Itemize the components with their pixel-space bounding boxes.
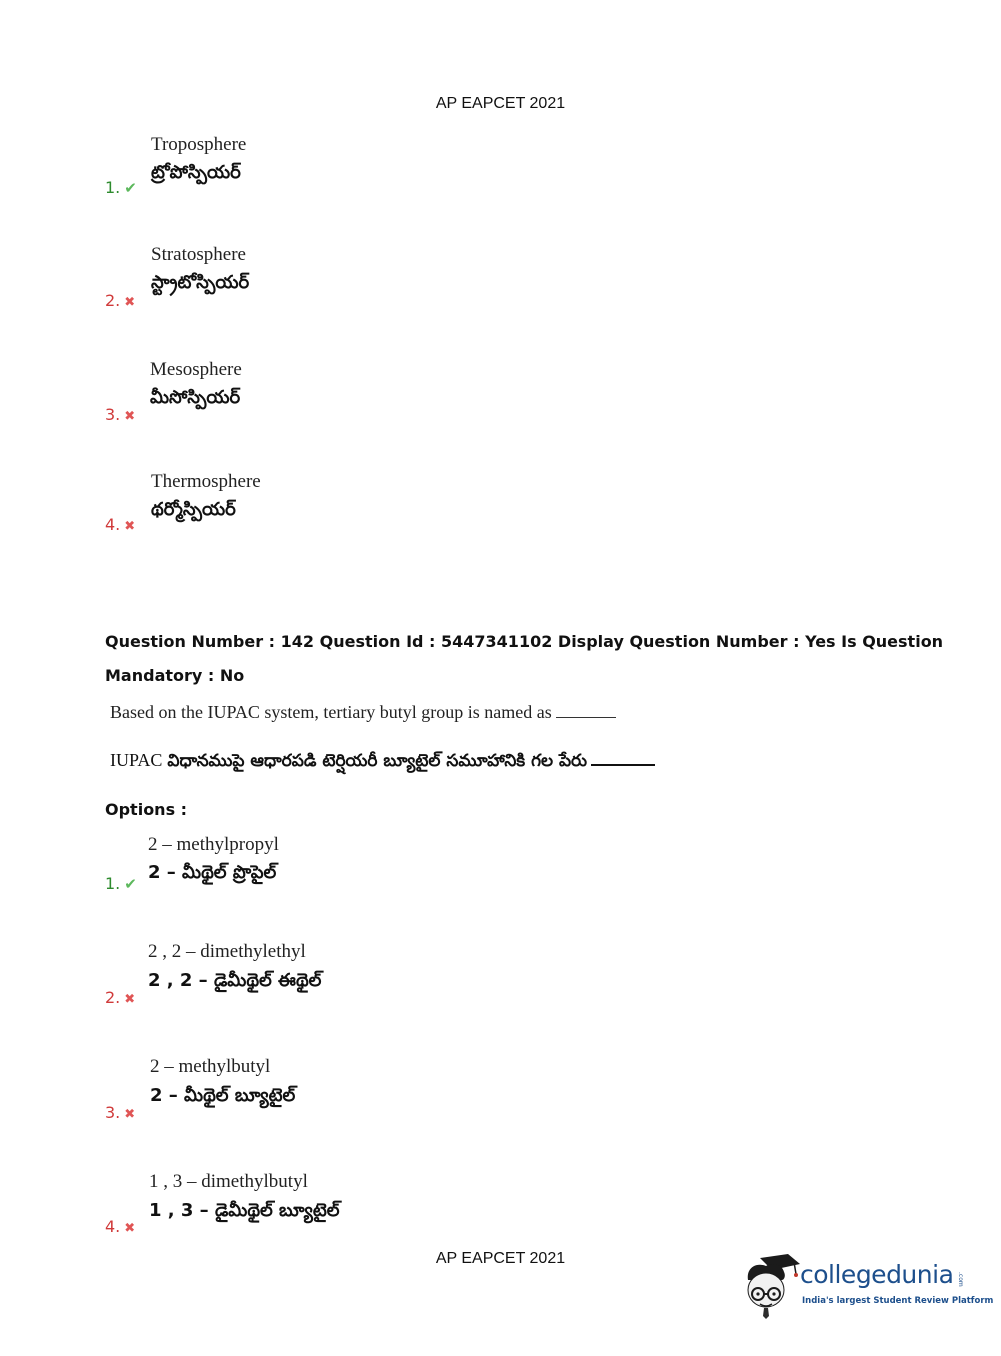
prev-option-1-en: Troposphere [151,134,247,155]
page-header: AP EAPCET 2021 [435,95,566,112]
question-text-te [110,750,655,775]
option-1-marker [105,874,137,894]
prev-option-1-marker [105,178,137,198]
option-number: 1. [105,178,121,197]
logo-domain-suffix: .com [957,1272,964,1287]
question-text-te-latin: IUPAC [110,750,163,770]
question-text-te-body: విధానముపై ఆధారపడి టెర్షియరీ బ్యూటైల్ సమూహానికి గల పేరు [167,751,588,771]
cross-icon: ✖ [124,1220,136,1235]
option-number: 3. [105,405,121,424]
cross-icon: ✖ [124,1106,136,1121]
prev-option-2-en: Stratosphere [151,244,246,265]
answer-blank [591,750,655,766]
option-number: 4. [105,515,121,534]
prev-option-3-en: Mesosphere [150,359,242,380]
prev-option-2-marker [105,291,135,311]
option-1-te: 2 – మీథైల్ ప్రొపైల్ [148,862,277,883]
prev-option-4-te: థర్మోస్పియర్ [151,499,236,520]
option-number: 2. [105,988,121,1007]
cross-icon: ✖ [124,294,136,309]
collegedunia-logo [742,1250,994,1320]
page-footer: AP EAPCET 2021 [435,1250,566,1267]
option-2-te: 2 , 2 – డైమీథైల్ ఈథైల్ [148,970,322,991]
prev-option-4-en: Thermosphere [151,471,261,492]
cross-icon: ✖ [124,991,136,1006]
option-2-en: 2 , 2 – dimethylethyl [148,941,306,962]
option-number: 1. [105,874,121,893]
option-number: 2. [105,291,121,310]
question-meta-line-2: Mandatory : No [105,666,245,685]
logo-tagline: India's largest Student Review Platform [802,1296,994,1306]
cross-icon: ✖ [124,518,136,533]
question-meta-line-1: Question Number : 142 Question Id : 5447341102 Display Question Number : Yes Is Question [105,632,944,651]
answer-blank [556,703,616,718]
option-3-te: 2 – మీథైల్ బ్యూటైల్ [150,1085,296,1106]
logo-wordmark: collegedunia [800,1260,954,1289]
option-3-en: 2 – methylbutyl [150,1056,271,1077]
option-2-marker [105,988,135,1008]
option-1-en: 2 – methylpropyl [148,834,279,855]
check-icon: ✔ [124,180,137,197]
option-3-marker [105,1103,135,1123]
option-number: 4. [105,1217,121,1236]
options-label: Options : [105,800,188,819]
prev-option-1-te: ట్రోపోస్పియర్ [151,162,241,183]
prev-option-2-te: స్ట్రాటోస్పియర్ [151,272,250,293]
check-icon: ✔ [124,876,137,893]
prev-option-3-marker [105,405,135,425]
prev-option-3-te: మీసోస్పియర్ [150,387,241,408]
prev-option-4-marker [105,515,135,535]
question-text-en-body: Based on the IUPAC system, tertiary butyl group is named as [110,702,552,722]
cross-icon: ✖ [124,408,136,423]
option-4-te: 1 , 3 – డైమీథైల్ బ్యూటైల్ [149,1200,340,1221]
question-text-en [110,702,616,723]
option-4-en: 1 , 3 – dimethylbutyl [149,1171,308,1192]
option-4-marker [105,1217,135,1237]
mascot-icon [742,1250,802,1320]
option-number: 3. [105,1103,121,1122]
